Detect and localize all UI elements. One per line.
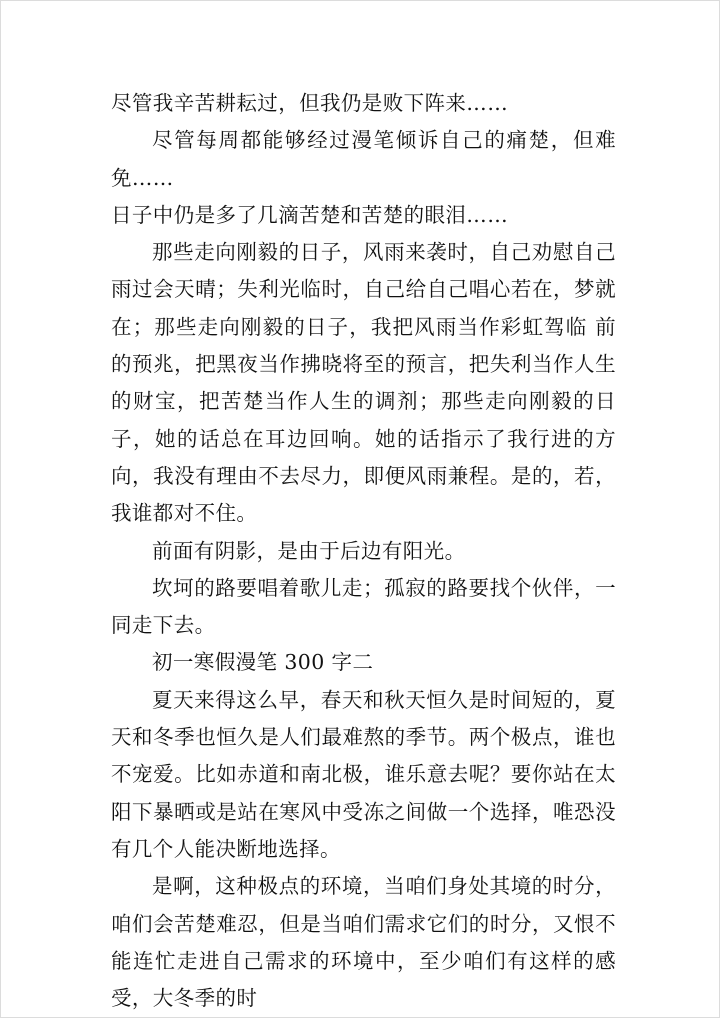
paragraph-3: 日子中仍是多了几滴苦楚和苦楚的眼泪…… <box>111 202 509 227</box>
paragraph-6: 坎坷的路要唱着歌儿走；孤寂的路要找个伙伴，一同走下去。 <box>111 575 616 638</box>
paragraph-2: 尽管每周都能够经过漫笔倾诉自己的痛楚，但难免…… <box>111 128 616 190</box>
paragraph-4: 那些走向刚毅的日子，风雨来袭时，自己劝慰自己雨过会天晴；失利光临时，自己给自己唱心若在，梦就在；那些走向刚毅的日子，我把风雨当作彩虹驾临 前的预兆，把黑夜当作拂晓将至的预言，把失利当作人生的财宝，把苦楚当作人生的调剂；那些走向刚毅的日子，她的话总在耳边回响。她的话指示了我行进的方向，我没有理由不去尽力，即便风雨兼程。是的，若，我谁都对不住。 <box>111 240 616 526</box>
paragraph-5: 前面有阴影，是由于后边有阳光。 <box>152 538 466 563</box>
paragraph-1: 尽管我辛苦耕耘过，但我仍是败下阵来…… <box>111 91 509 115</box>
paragraph-7: 夏天来得这么早，春天和秋天恒久是时间短的，夏天和冬季也恒久是人们最难熬的季节。两个极点，谁也不宠爱。比如赤道和南北极，谁乐意去呢？要你站在太阳下暴晒或是站在寒风中受冻之间做一个选择，唯恐没有几个人能决断地选择。 <box>111 687 616 861</box>
section-heading: 初一寒假漫笔 300 字二 <box>152 650 374 675</box>
document-body <box>111 85 616 1017</box>
paragraph-8: 是啊，这种极点的环境，当咱们身处其境的时分，咱们会苦楚难忍，但是当咱们需求它们的时分，又恨不能连忙走进自己需求的环境中，至少咱们有这样的感受，大冬季的时 <box>111 874 616 1011</box>
